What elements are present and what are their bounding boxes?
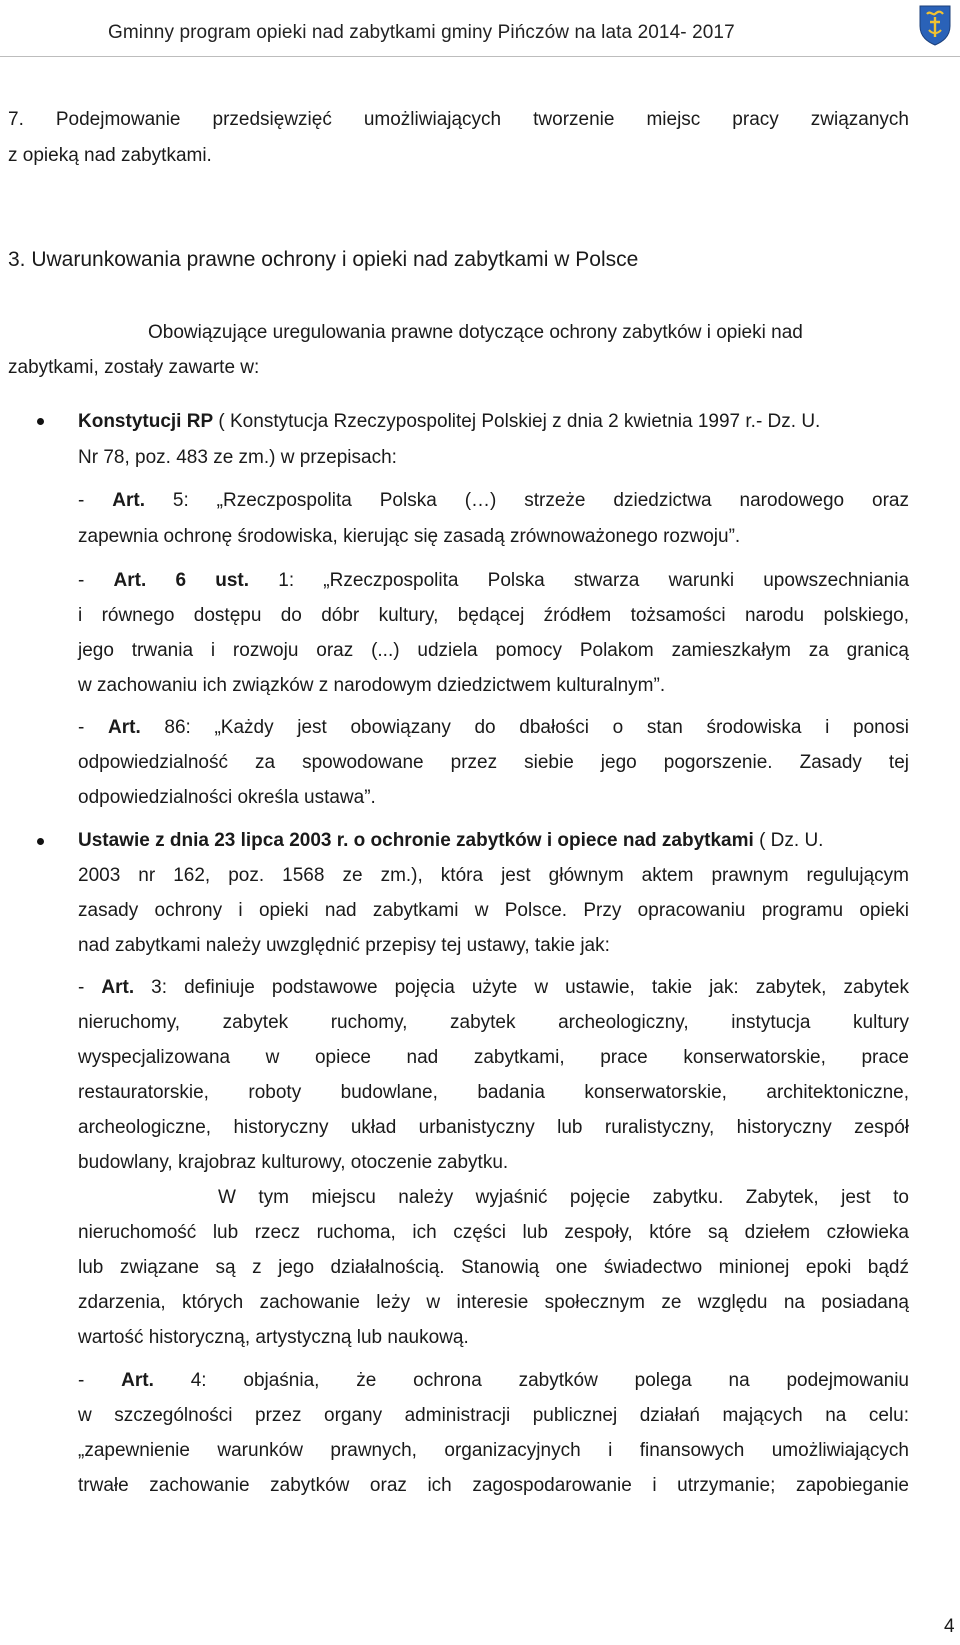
art3-line5: archeologiczne, historyczny układ urbanistyczny lub ruralistyczny, historyczny zespół [78,1117,909,1138]
item7-line1: 7. Podejmowanie przedsięwzięć umożliwiających tworzenie miejsc pracy związanych [8,109,909,130]
page-header [0,0,960,57]
art4-line4: trwałe zachowanie zabytków oraz ich zagospodarowanie i utrzymanie; zapobieganie [78,1475,909,1496]
art4-line2: w szczególności przez organy administracji publicznej działań mających na celu: [78,1405,909,1426]
constitution-citation: ( Konstytucja Rzeczypospolitej Polskiej z dnia 2 kwietnia 1997 r.- Dz. U. [213,411,821,432]
art4-label: Art. [121,1370,154,1391]
art5-number: 5 [144,490,184,511]
art86-line2: odpowiedzialność za spowodowane przez siebie jego pogorszenie. Zasady tej [78,752,909,773]
art3-dash: - [78,977,102,998]
act-line4: nad zabytkami należy uwzględnić przepisy tej ustawy, takie jak: [78,935,610,956]
act-line2: 2003 nr 162, poz. 1568 ze zm.), która jest głównym aktem prawnym regulującym [78,865,909,886]
section-heading: 3. Uwarunkowania prawne ochrony i opieki nad zabytkami w Polsce [8,248,639,271]
art3-line6: budowlany, krajobraz kulturowy, otoczenie zabytku. [78,1152,509,1173]
intro-line1: Obowiązujące uregulowania prawne dotyczące ochrony zabytków i opieki nad [148,322,803,343]
act-title: Ustawie z dnia 23 lipca 2003 r. o ochronie zabytków i opiece nad zabytkami [78,830,754,851]
art86-dash: - [78,717,108,738]
art5-line2: zapewnia ochronę środowiska, kierując się zasadą zrównoważonego rozwoju”. [78,526,741,547]
art6-line2: i równego dostępu do dóbr kultury, będącej źródłem tożsamości narodu polskiego, [78,605,909,626]
art6-text: : „Rzeczpospolita Polska stwarza warunki upowszechniania [288,570,910,591]
art86-line1 [78,710,909,746]
intro-line2: zabytkami, zostały zawarte w: [8,357,260,378]
bullet-constitution [37,418,44,425]
art4-line3: „zapewnienie warunków prawnych, organizacyjnych i finansowych umożliwiających [78,1440,909,1461]
art86-label: Art. [108,717,141,738]
art6-number: 1 [249,570,289,591]
art4-text: : objaśnia, że ochrona zabytków polega na podejmowaniu [201,1370,909,1391]
art4-dash: - [78,1370,122,1391]
art5-line1 [78,483,909,519]
art6-line4: w zachowaniu ich związków z narodowym dziedzictwem kulturalnym”. [78,675,666,696]
art6-line3: jego trwania i rozwoju oraz (...) udziela pomocy Polakom zamieszkałym za granicą [78,640,909,661]
art6-dash: - [78,570,114,591]
definition-line3: lub związane są z jego działalnością. Stanowią one świadectwo minionej epoki bądź [78,1257,909,1278]
page-number: 4 [944,1616,955,1637]
art4-line1 [78,1363,909,1399]
act-line3: zasady ochrony i opieki nad zabytkami w Polsce. Przy opracowaniu programu opieki [78,900,909,921]
definition-line5: wartość historyczną, artystyczną lub naukową. [78,1327,469,1348]
act-citation: ( Dz. U. [753,830,824,851]
header-title: Gminny program opieki nad zabytkami gminy Pińczów na lata 2014- 2017 [108,22,735,43]
act-line1 [78,823,909,859]
art5-label: Art. [112,490,145,511]
art6-label: Art. 6 ust. [113,570,250,591]
constitution-line2: Nr 78, poz. 483 ze zm.) w przepisach: [78,447,397,468]
art6-line1 [78,563,909,599]
art86-number: 86 [140,717,186,738]
art3-text: : definiuje podstawowe pojęcia użyte w ustawie, takie jak: zabytek, zabytek [161,977,909,998]
art3-label: Art. [101,977,135,998]
art3-line4: restauratorskie, roboty budowlane, badania konserwatorskie, architektoniczne, [78,1082,909,1103]
art3-line2: nieruchomy, zabytek ruchomy, zabytek archeologiczny, instytucja kultury [78,1012,909,1033]
art5-text: : „Rzeczpospolita Polska (…) strzeże dziedzictwa narodowego oraz [183,490,909,511]
art3-line3: wyspecjalizowana w opiece nad zabytkami, prace konserwatorskie, prace [78,1047,909,1068]
item7-line2: z opieką nad zabytkami. [8,145,212,166]
definition-line1: W tym miejscu należy wyjaśnić pojęcie zabytku. Zabytek, jest to [218,1187,909,1208]
art3-line1 [78,970,909,1006]
art3-number: 3 [134,977,162,998]
definition-line4: zdarzenia, których zachowanie leży w interesie społecznym ze względu na posiadaną [78,1292,909,1313]
art5-dash: - [78,490,113,511]
coat-of-arms-icon [918,4,952,46]
definition-line2: nieruchomość lub rzecz ruchoma, ich części lub zespoły, które są dziełem człowieka [78,1222,909,1243]
art86-text: : „Każdy jest obowiązany do dbałości o stan środowiska i ponosi [185,717,910,738]
constitution-title: Konstytucji RP [78,411,214,432]
constitution-line1 [78,404,909,440]
art86-line3: odpowiedzialności określa ustawa”. [78,787,376,808]
art4-number: 4 [153,1370,202,1391]
bullet-act [37,838,44,845]
